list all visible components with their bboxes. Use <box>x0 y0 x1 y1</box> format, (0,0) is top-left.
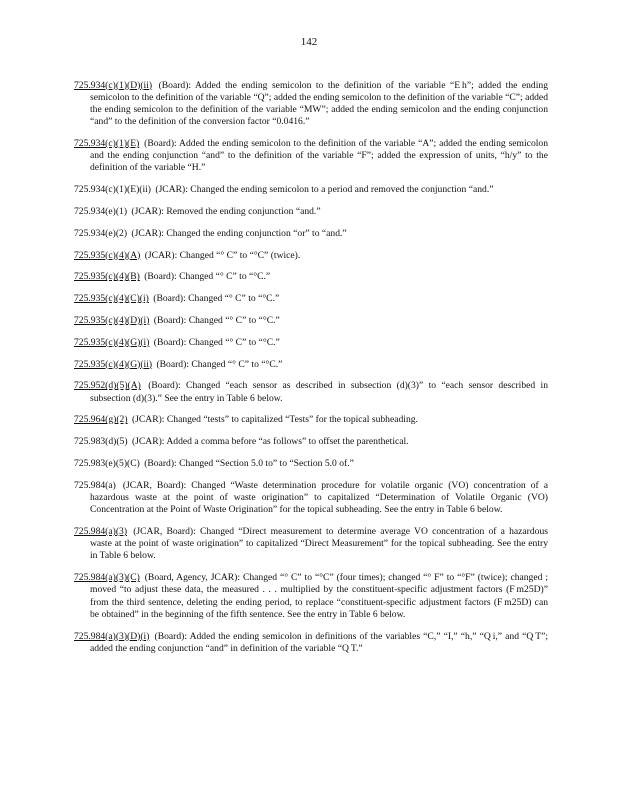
section-reference: 725.934(e)(2) <box>74 227 128 239</box>
amendment-description: (Board): Changed “° C” to “°C.” <box>151 314 280 326</box>
section-reference: 725.984(a)(3) <box>74 525 128 537</box>
amendment-description: (Board): Added the ending semicolon in definitions of the variables “C,” “I,” “h,” “Q i,” and “Q T”; added the ending conjunction “and” in definition of the variable “Q T.” <box>90 630 548 654</box>
amendment-entry <box>74 359 548 371</box>
amendment-description: (JCAR): Removed the ending conjunction “and.” <box>129 206 321 217</box>
amendment-description: (JCAR): Added a comma before “as follows” to offset the parenthetical. <box>129 436 409 448</box>
section-reference: 725.934(c)(1)(D)(ii) <box>74 79 153 91</box>
section-reference: 725.935(c)(4)(A) <box>74 249 141 261</box>
section-reference: 725.935(c)(4)(G)(ii) <box>74 358 153 370</box>
amendment-entry <box>74 250 548 262</box>
amendment-description: (Board): Changed “each sensor as described in subsection (d)(3)” to “each sensor described in subsection (d)(3).” See the entry in Table 6 below. <box>90 380 548 404</box>
amendment-description: (JCAR, Board): Changed “Direct measurement to determine average VO concentration of a hazardous waste at the point of waste origination” to capitalized “Direct Measurement” for the topical subheading. See the entry in Table 6 below. <box>90 525 548 562</box>
amendment-description: (JCAR): Changed “tests” to capitalized “Tests” for the topical subheading. <box>129 414 418 426</box>
amendment-entry <box>74 228 548 240</box>
amendment-entry <box>74 80 548 129</box>
section-reference: 725.984(a)(3)(C) <box>74 572 140 584</box>
section-reference: 725.983(e)(5)(C) <box>74 457 140 469</box>
amendment-description: (Board): Added the ending semicolon to the definition of the variable “E h”; added the ending semicolon to the definition of the variable “Q”; added the ending semicolon to the definition of the variable “C”; added the ending semicolon to the definition of the variable “MW”; added the ending semicolon and the ending conjunction “and” to the definition of the conversion factor “0.0416.” <box>90 79 548 128</box>
section-reference: 725.935(c)(4)(C)(i) <box>74 293 149 305</box>
amendment-description: (Board): Changed “° C” to “°C.” <box>141 271 271 283</box>
amendment-description: (Board): Changed “° C” to “°C.” <box>150 293 280 305</box>
amendment-description: (JCAR): Changed the ending semicolon to a period and removed the conjunction “and.” <box>152 184 494 196</box>
amendment-entry <box>74 526 548 563</box>
page-number: 142 <box>300 36 318 48</box>
amendment-entry <box>74 315 548 327</box>
amendment-entry <box>74 184 548 196</box>
amendment-description: (Board): Changed “° C” to “°C.” <box>151 336 280 348</box>
amendment-description: (JCAR): Changed the ending conjunction “or” to “and.” <box>129 227 347 239</box>
section-reference: 725.934(c)(1)(E) <box>74 138 140 149</box>
amendment-description: (Board): Changed “° C” to “°C.” <box>154 358 283 370</box>
amendment-description: (Board, Agency, JCAR): Changed “° C” to “°C” (four times); changed “° F” to “°F” (twice); changed ; moved “to adjust these data, the measured . . . multiplied by the constituent-specific adjustment factors (F m25D)” from the third sentence, deleting the ending period, to replace “constituent-specific adjustment factors (F m25D) can be obtained” in the beginning of the fifth sentence. See the entry in Table 6 below. <box>90 572 548 620</box>
amendment-description: (JCAR, Board): Changed “Waste determination procedure for volatile organic (VO) concentration of a hazardous waste at the point of waste origination” to capitalized “Determination of Volatile Organic (VO) Concentration at the Point of Waste Origination” for the topical subheading. See the entry in Table 6 below. <box>90 479 548 516</box>
amendment-entry <box>74 271 548 283</box>
section-reference: 725.964(g)(2) <box>74 414 128 426</box>
amendment-description: (Board): Changed “Section 5.0 to” to “Section 5.0 of.” <box>141 457 354 469</box>
amendment-entry <box>74 206 548 218</box>
amendment-entry <box>74 458 548 470</box>
amendment-entry <box>74 293 548 305</box>
amendment-description: (Board): Added the ending semicolon to the definition of the variable “A”; added the ending semicolon and the ending conjunction “and” to the definition of the variable “F”; added the expression of units, “h/y” to the definition of the variable “H.” <box>90 138 548 174</box>
section-reference: 725.935(c)(4)(B) <box>74 271 140 283</box>
section-reference: 725.952(d)(5)(A) <box>74 380 141 392</box>
section-reference: 725.934(c)(1)(E)(ii) <box>74 184 151 196</box>
section-reference: 725.935(c)(4)(G)(i) <box>74 336 150 348</box>
section-reference: 725.984(a) <box>74 479 116 491</box>
amendment-entries <box>74 70 548 661</box>
amendment-entry <box>74 414 548 426</box>
section-reference: 725.984(a)(3)(D)(i) <box>74 630 150 642</box>
section-reference: 725.935(c)(4)(D)(i) <box>74 314 150 326</box>
amendment-entry <box>74 380 548 404</box>
amendment-entry <box>74 480 548 517</box>
amendment-entry <box>74 436 548 448</box>
amendment-description: (JCAR): Changed “° C” to “°C” (twice). <box>142 249 301 261</box>
section-reference: 725.983(d)(5) <box>74 436 128 448</box>
section-reference: 725.934(e)(1) <box>74 206 128 217</box>
amendment-entry <box>74 138 548 175</box>
amendment-entry <box>74 572 548 621</box>
amendment-entry <box>74 337 548 349</box>
amendment-entry <box>74 631 548 655</box>
